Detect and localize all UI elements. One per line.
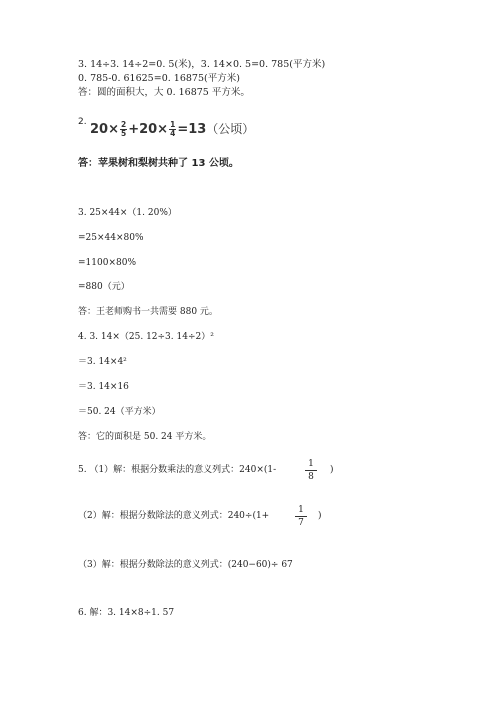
- p2-term-a: 20×: [90, 122, 119, 137]
- p2-fraction-2: [169, 121, 176, 138]
- p5-q1-num: 1: [305, 458, 317, 471]
- p5-q2-fraction: [295, 504, 307, 529]
- p5-q2-close: ): [318, 511, 322, 521]
- p2-expression: [90, 120, 254, 138]
- p5-q1-den: 8: [308, 472, 314, 482]
- p3-line-2: =25×44×80%: [78, 233, 144, 243]
- p4-line-2: ＝3. 14×4²: [78, 357, 127, 367]
- p4-answer: 答：它的面积是 50. 24 平方米。: [78, 432, 212, 442]
- p5-q3-text: （3）解：根据分数除法的意义列式：(240−60)÷ 67: [78, 560, 293, 570]
- p1-line-2: 0. 785-0. 61625=0. 16875(平方米): [78, 73, 240, 84]
- p1-line-1: 3. 14÷3. 14÷2=0. 5(米)，3. 14×0. 5=0. 785(平方米): [78, 59, 326, 70]
- p6-line-1: 6. 解：3. 14×8÷1. 57: [78, 608, 175, 618]
- p2-answer: 答：苹果树和梨树共种了 13 公顷。: [78, 158, 239, 169]
- p5-q1-close: ): [330, 465, 334, 475]
- p4-line-1: 4. 3. 14×（25. 12÷3. 14÷2）²: [78, 332, 214, 342]
- p3-line-3: =1100×80%: [78, 258, 136, 268]
- p2-label: 2.: [78, 117, 87, 127]
- p2-f1-num: 2: [120, 120, 127, 129]
- p2-term-b: +20×: [128, 122, 169, 137]
- p5-q2-num: 1: [295, 504, 307, 517]
- p3-answer: 答：王老师购书一共需要 880 元。: [78, 307, 218, 317]
- p1-answer: 答：圆的面积大，大 0. 16875 平方米。: [78, 87, 250, 98]
- p3-line-4: =880（元）: [78, 282, 130, 292]
- p3-line-1: 3. 25×44×（1. 20%）: [78, 208, 177, 218]
- p2-f2-den: 4: [170, 129, 176, 138]
- p4-line-4: ＝50. 24（平方米）: [78, 407, 161, 417]
- p2-f2-num: 1: [170, 120, 176, 129]
- p5-q1-fraction: [305, 458, 317, 483]
- p2-unit: （公顷）: [206, 122, 255, 136]
- p4-line-3: ＝3. 14×16: [78, 382, 129, 392]
- p2-f1-den: 5: [120, 129, 127, 138]
- p2-fraction-1: [120, 121, 127, 138]
- p5-q2-den: 7: [298, 518, 304, 528]
- p5-q1-text: 5. （1）解：根据分数乘法的意义列式：240×(1-: [78, 465, 277, 475]
- p2-term-c: =13: [177, 122, 207, 137]
- p5-q2-text: （2）解：根据分数除法的意义列式：240÷(1+: [78, 511, 270, 521]
